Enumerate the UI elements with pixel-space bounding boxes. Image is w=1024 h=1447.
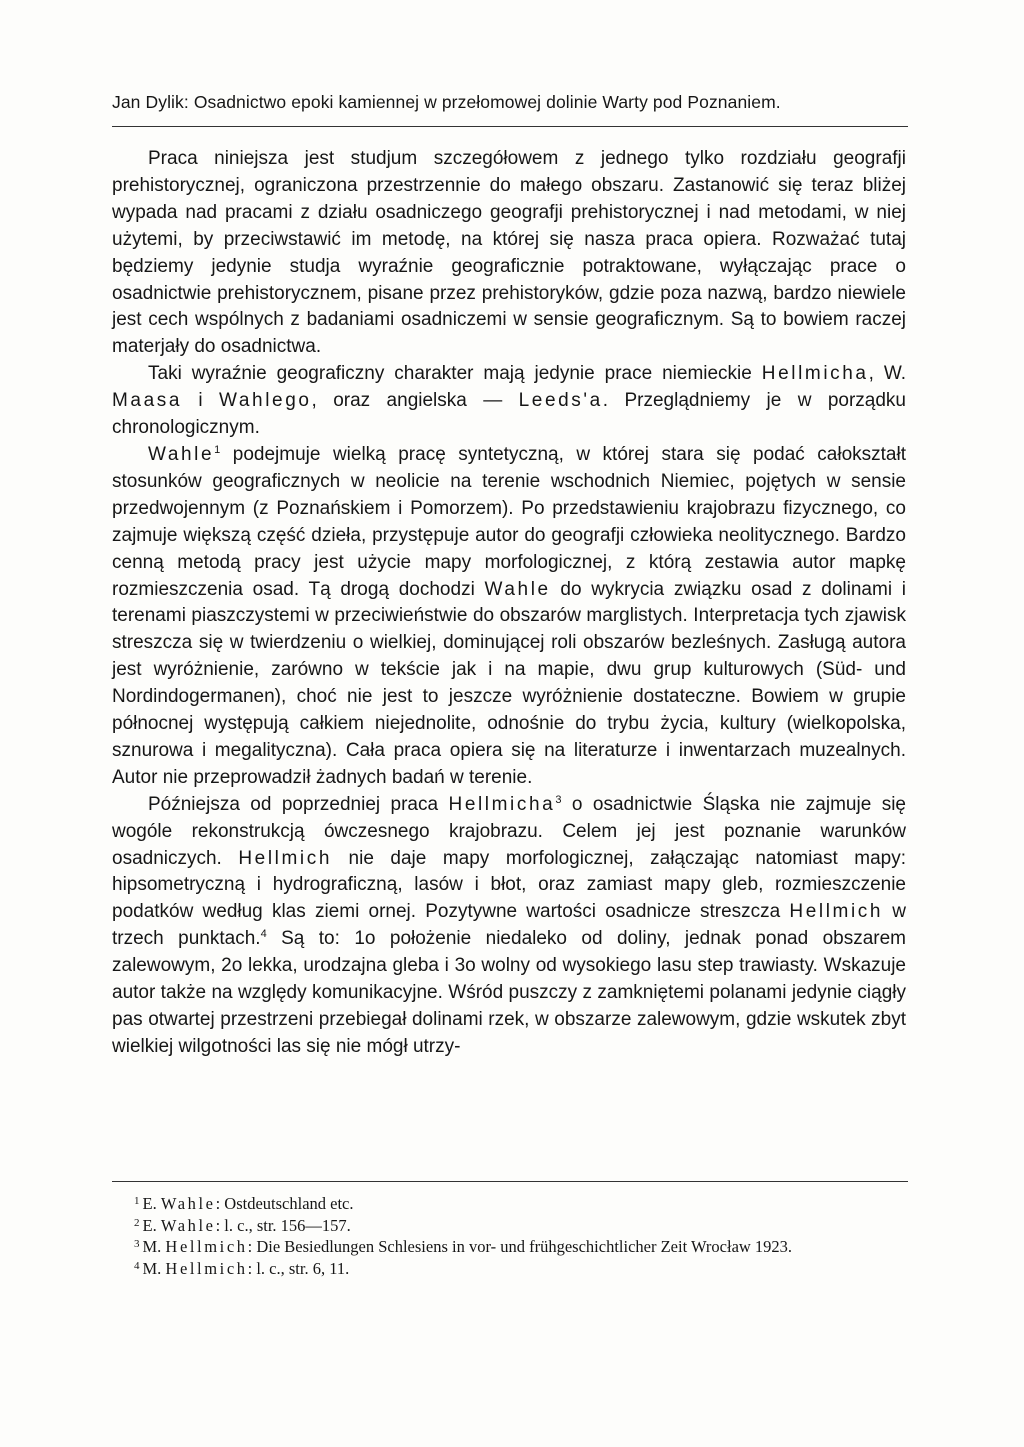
spaced-author-name: Wahle — [148, 443, 215, 465]
spaced-author-name: Wahlego — [219, 390, 312, 412]
text-run: nie daje mapy morfologicznej, załączając natomiast mapy: hipsometryczną i hydrograficzną, lasów i błot, oraz zamiast mapy gleb, rozmieszczenie podatków według klas ziemi ornej. Pozytywne wartości osadnicze streszcza — [112, 847, 906, 923]
text-run: o osadnictwie Śląska nie zajmuje się wogóle rekonstrukcją ówczesnego krajobrazu. Celem jej jest poznanie warunków osadniczych. — [112, 793, 906, 869]
footnote — [112, 1235, 908, 1257]
footnote-reference: 4 — [260, 928, 267, 941]
paragraph — [112, 146, 906, 361]
footnote-number: 3 — [134, 1238, 140, 1251]
spaced-author-name: Wahle — [160, 1215, 216, 1235]
footnotes — [112, 1192, 908, 1279]
footnote-number: 1 — [134, 1195, 140, 1207]
spaced-author-name: Maasa — [112, 390, 183, 412]
text-run: M. — [142, 1237, 166, 1257]
text-run: Późniejsza od poprzedniej praca — [148, 793, 449, 815]
text-run: Praca niniejsza jest studjum szczegółowem z jednego tylko rozdziału geografji prehistorycznej, ograniczona przestrzennie do małego obszaru. Zastanowić się teraz bliżej wypada nad pracami z działu osadniczego geografji prehistorycznej i nad metodami, w niej użytemi, by przeciwstawić im metodę, na której się nasza praca opiera. Rozważać tutaj będziemy jedynie studja wyraźnie geograficznie potraktowane, wyłączając prace o osadnictwie prehistorycznem, pisane przez prehistoryków, gdzie poza nazwą, bardzo niewiele jest cech wspólnych z badaniami osadniczemi w sensie geograficznym. Są to bowiem raczej materjały do osadnictwa. — [112, 148, 906, 358]
paragraph — [112, 361, 906, 442]
spaced-author-name: Hellmich — [165, 1237, 248, 1257]
running-header: Jan Dylik: Osadnictwo epoki kamiennej w przełomowej dolinie Warty pod Poznaniem. — [112, 92, 781, 112]
text-run: E. — [142, 1194, 161, 1213]
spaced-author-name: Hellmicha — [448, 793, 556, 815]
paragraph — [112, 792, 906, 1061]
footnote-rule — [112, 1181, 908, 1182]
paragraph — [112, 442, 906, 792]
spaced-author-name: Wahle — [484, 578, 551, 600]
spaced-author-name: Hellmich — [238, 847, 333, 869]
text-run: Taki wyraźnie geograficzny charakter mają jedynie prace niemieckie — [148, 363, 762, 385]
spaced-author-name: Leeds'a — [518, 390, 603, 412]
spaced-author-name: Hellmich — [165, 1259, 248, 1279]
text-run: : l. c., str. 156—157. — [215, 1215, 351, 1235]
main-text — [112, 146, 906, 1061]
footnote-number: 4 — [134, 1260, 140, 1273]
text-run: , W. — [868, 363, 906, 385]
text-run: : l. c., str. 6, 11. — [247, 1259, 350, 1279]
text-run: podejmuje wielką pracę syntetyczną, w której stara się podać całokształt stosunków geograficznych w neolicie na terenie wschodnich Niemiec, pojętych w sensie przedwojennym (z Poznańskiem i Pomorzem). Po przedstawieniu krajobrazu fizycznego, co zajmuje większą część dzieła, przystępuje autor do geografji człowieka neolitycznego. Bardzo cenną metodą pracy jest użycie mapy morfologicznej, z którą zestawia autor mapkę rozmieszczenia osad. Tą drogą dochodzi — [112, 443, 906, 600]
footnote — [112, 1257, 908, 1279]
text-run: M. — [142, 1259, 166, 1279]
text-run: E. — [142, 1215, 161, 1235]
spaced-author-name: Hellmicha — [761, 363, 869, 385]
footnote-number: 2 — [134, 1216, 140, 1229]
footnote-reference: 1 — [214, 443, 221, 456]
spaced-author-name: Wahle — [160, 1194, 216, 1213]
text-run: i — [182, 390, 220, 412]
header-rule — [112, 126, 908, 127]
text-run: do wykrycia związku osad z dolinami i terenami piaszczystemi w przeciwieństwie do obszarów marglistych. Interpretacja tych zjawisk streszcza się w twierdzeniu o wielkiej, dominującej roli obszarów bezleśnych. Zasługą autora jest wyróżnienie, zarówno w tekście jak i na mapie, dwu grup kulturowych (Süd- und Nordindogermanen), choć nie jest to jeszcze wyróżnienie dostateczne. Bowiem w grupie północnej występują całkiem niejednolite, odnośnie do trybu życia, kultury (wielkopolska, sznurowa i megalityczna). Cała praca opiera się na literaturze i inwentarzach muzealnych. Autor nie przeprowadził żadnych badań w terenie. — [112, 578, 906, 788]
text-run: : Die Besiedlungen Schlesiens in vor- und frühgeschichtlicher Zeit Wrocław 1923. — [247, 1237, 793, 1257]
text-run: w trzech punktach. — [112, 901, 907, 950]
footnote — [112, 1192, 908, 1214]
text-run: , oraz angielska — — [311, 390, 519, 412]
spaced-author-name: Hellmich — [789, 901, 884, 923]
text-run: Są to: 1o położenie niedaleko od doliny, jednak ponad obszarem zalewowym, 2o lekka, urodzajna gleba i 3o wolny od wysokiego lasu step trawiasty. Wskazuje autor także na względy komunikacyjne. Wśród puszczy z zamkniętemi polanami jedynie ciągły pas otwartej przestrzeni przebiegał dolinami rzek, w obszarze zalewowym, gdzie wskutek zbyt wielkiej wilgotności las się nie mógł utrzy- — [112, 928, 906, 1057]
footnote-reference: 3 — [555, 793, 562, 806]
footnote — [112, 1214, 908, 1236]
text-run: . Przeglądniemy je w porządku chronologicznym. — [112, 390, 906, 439]
text-run: : Ostdeutschland etc. — [215, 1194, 354, 1213]
